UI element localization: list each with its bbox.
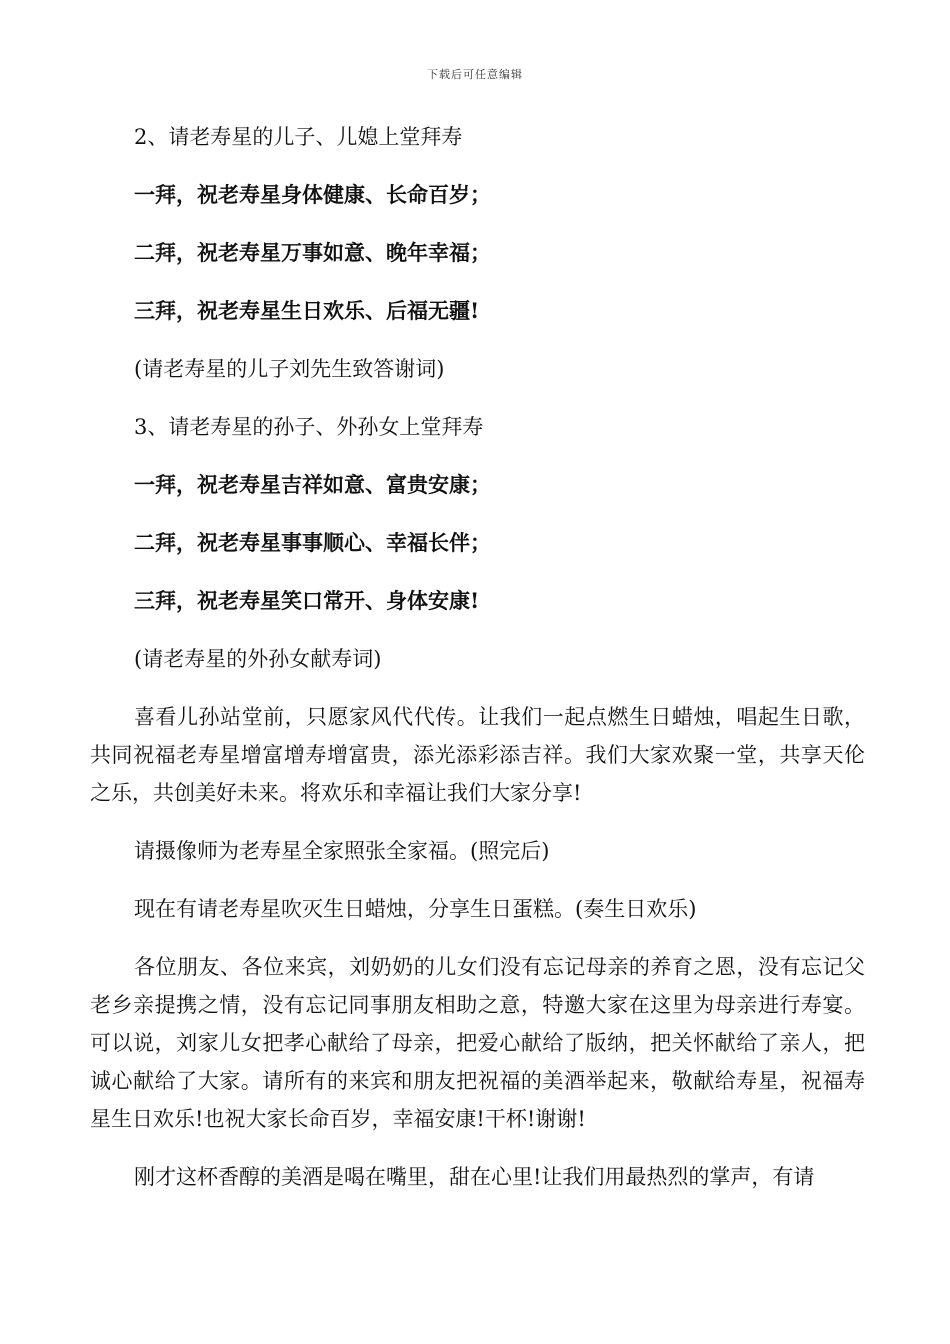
blessing-line: 一拜，祝老寿星身体健康、长命百岁； bbox=[134, 182, 491, 207]
heading-grandchildren-toast: 3、请老寿星的孙子、外孙女上堂拜寿 bbox=[134, 415, 484, 439]
body-paragraph: 请摄像师为老寿星全家照张全家福。(照完后) bbox=[134, 839, 550, 863]
stage-note: (请老寿星的儿子刘先生致答谢词) bbox=[134, 357, 445, 381]
document-body bbox=[90, 118, 865, 1216]
blessing-line: 二拜，祝老寿星事事顺心、幸福长伴； bbox=[134, 530, 491, 555]
blessing-line: 三拜，祝老寿星笑口常开、身体安康! bbox=[134, 588, 480, 613]
body-paragraph: 各位朋友、各位来宾，刘奶奶的儿女们没有忘记母亲的养育之恩，没有忘记父老乡亲提携之情，没有忘记同事朋友相助之意，特邀大家在这里为母亲进行寿宴。可以说，刘家儿女把孝心献给了母亲，把爱心献给了版纳，把关怀献给了亲人，把诚心献给了大家。请所有的来宾和朋友把祝福的美酒举起来，敬献给寿星，祝福寿星生日欢乐!也祝大家长命百岁，幸福安康!干杯!谢谢! bbox=[90, 955, 865, 1131]
body-paragraph: 现在有请老寿星吹灭生日蜡烛，分享生日蛋糕。(奏生日欢乐) bbox=[134, 897, 697, 921]
blessing-line: 一拜，祝老寿星吉祥如意、富贵安康； bbox=[134, 472, 491, 497]
heading-son-toast: 2、请老寿星的儿子、儿媳上堂拜寿 bbox=[134, 125, 463, 149]
header-note: 下载后可任意编辑 bbox=[427, 68, 523, 81]
blessing-line: 三拜，祝老寿星生日欢乐、后福无疆! bbox=[134, 298, 480, 323]
blessing-line: 二拜，祝老寿星万事如意、晚年幸福； bbox=[134, 240, 491, 265]
stage-note: (请老寿星的外孙女献寿词) bbox=[134, 647, 382, 671]
body-paragraph: 喜看儿孙站堂前，只愿家风代代传。让我们一起点燃生日蜡烛，唱起生日歌，共同祝福老寿星增富增寿增富贵，添光添彩添吉祥。我们大家欢聚一堂，共享天伦之乐，共创美好未来。将欢乐和幸福让我们大家分享! bbox=[90, 705, 865, 805]
body-paragraph: 刚才这杯香醇的美酒是喝在嘴里，甜在心里!让我们用最热烈的掌声，有请 bbox=[134, 1165, 815, 1189]
